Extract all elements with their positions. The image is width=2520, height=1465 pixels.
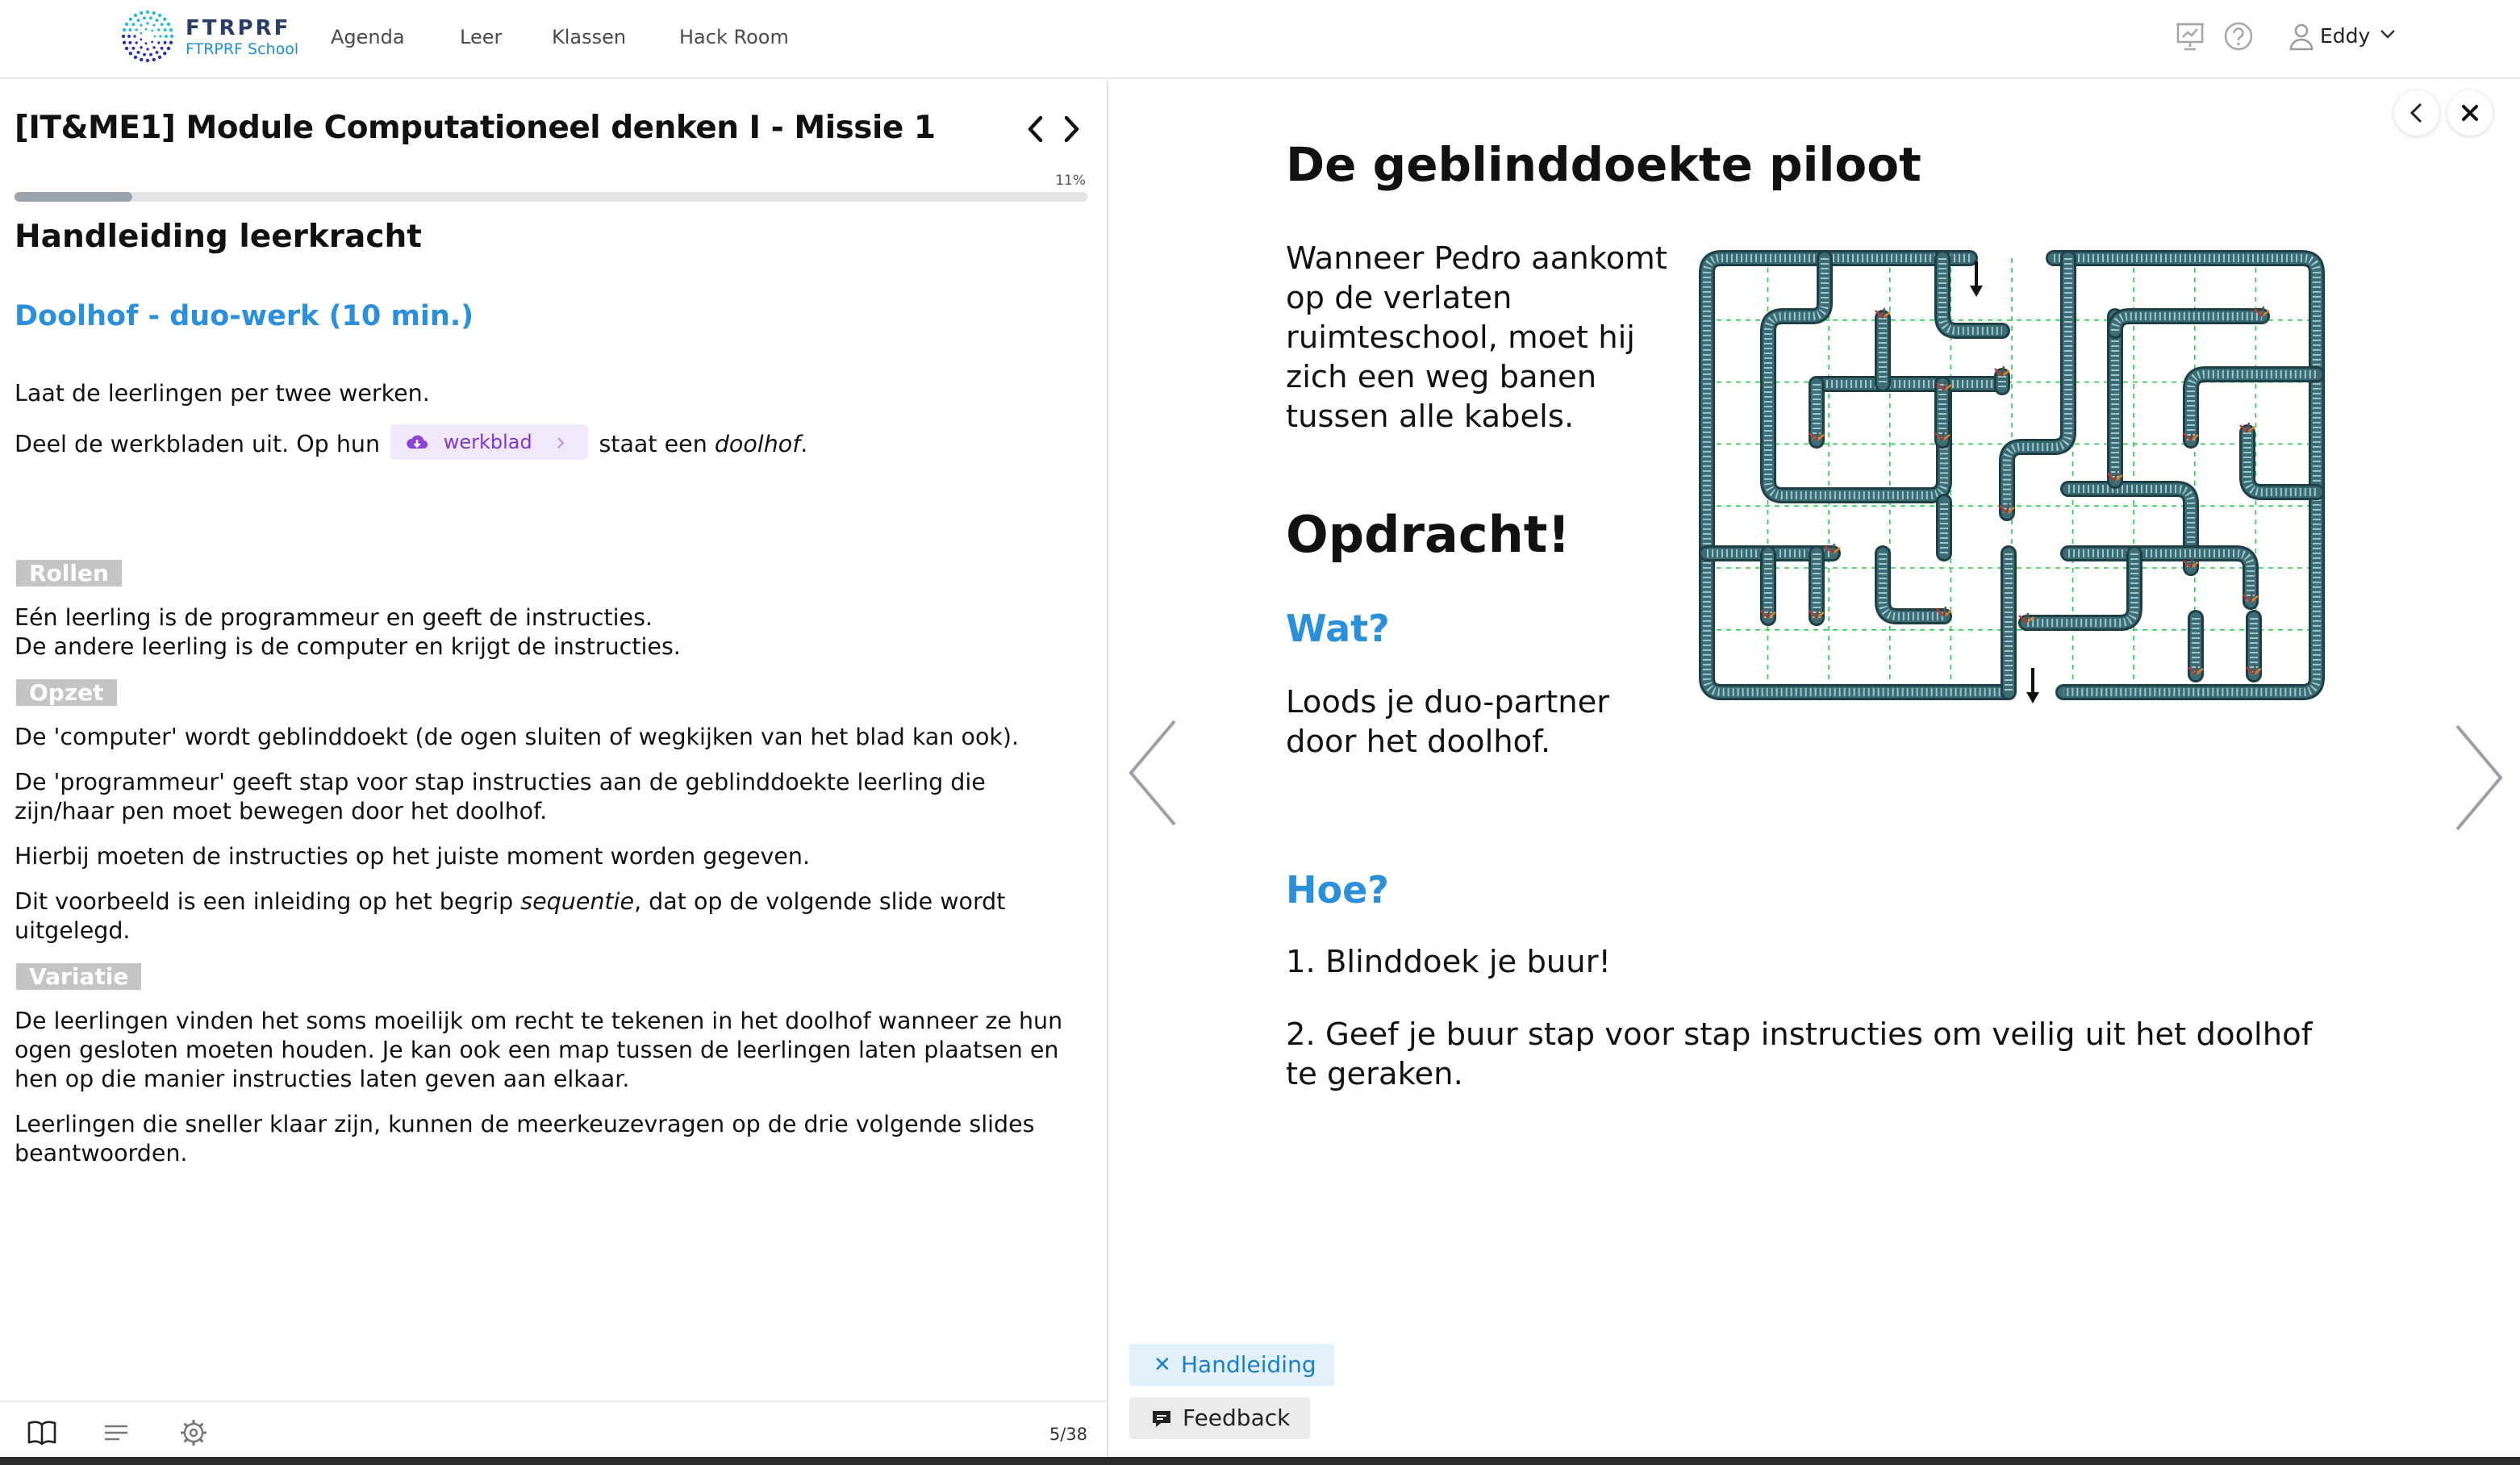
- handleiding-label: Handleiding: [1181, 1351, 1316, 1378]
- user-name[interactable]: Eddy: [2320, 24, 2371, 48]
- next-icon[interactable]: [1055, 113, 1084, 145]
- close-icon: [2447, 90, 2493, 136]
- activity-heading: Doolhof - duo-werk (10 min.): [15, 300, 474, 332]
- slide-heading-hoe: Hoe?: [1286, 868, 1389, 912]
- paragraph: De andere leerling is de computer en krijgt de instructies.: [15, 633, 681, 660]
- paragraph: Leerlingen die sneller klaar zijn, kunnen de meerkeuzevragen op de drie volgende slides beantwoorden.: [15, 1111, 1035, 1167]
- section-tag-rollen: Rollen: [16, 560, 122, 586]
- nav-agenda[interactable]: Agenda: [331, 26, 405, 48]
- paragraph-text: staat een: [599, 431, 707, 457]
- window-bottom-edge: [0, 1457, 2520, 1465]
- guide-heading: Handleiding leerkracht: [15, 219, 422, 255]
- cloud-download-icon: [405, 432, 429, 453]
- list-icon[interactable]: [100, 1417, 132, 1449]
- nav-klassen[interactable]: Klassen: [552, 26, 627, 48]
- section-tag-variatie: Variatie: [16, 963, 141, 990]
- paragraph: Eén leerling is de programmeur en geeft de instructies.: [15, 604, 653, 631]
- brand[interactable]: [186, 16, 298, 58]
- chevron-right-icon: [553, 435, 569, 451]
- paragraph: De leerlingen vinden het soms moeilijk om recht te tekenen in het doolhof wanneer ze hun ogen gesloten moeten houden. Je kan ook een map tussen de leerlingen laten plaatsen en hen op die manier instructies laten geven aan elkaar.: [15, 1008, 1063, 1092]
- nav-leer[interactable]: Leer: [460, 26, 503, 48]
- teacher-guide-panel: [0, 81, 1108, 1465]
- module-title: [IT&ME1] Module Computationeel denken I - Missie 1: [15, 110, 936, 146]
- chevron-left-icon: [2394, 90, 2439, 136]
- progress-fill: [15, 192, 132, 202]
- feedback-button[interactable]: [1129, 1397, 1310, 1439]
- paragraph: De 'programmeur' geeft stap voor stap instructies aan de geblinddoekte leerling die zijn/haar pen moet bewegen door het doolhof.: [15, 769, 986, 824]
- presentation-icon[interactable]: [2175, 21, 2205, 52]
- collapse-panel-button[interactable]: [2394, 90, 2439, 136]
- previous-icon[interactable]: [1024, 113, 1052, 145]
- italic-term-sequentie: sequentie: [520, 888, 635, 915]
- slide-counter: 5/38: [1049, 1425, 1087, 1444]
- paragraph: Laat de leerlingen per twee werken.: [15, 380, 430, 407]
- brand-subtitle: FTRPRF School: [186, 40, 299, 58]
- help-icon[interactable]: [2223, 21, 2254, 52]
- user-icon[interactable]: [2286, 21, 2317, 52]
- paragraph-werkblad: Deel de werkbladen uit. Op hun werkblad staat een doolhof.: [15, 428, 1087, 463]
- section-tag-opzet: Opzet: [16, 679, 117, 706]
- cable-maze-illustration: [1696, 247, 2328, 703]
- slide-heading-wat: Wat?: [1286, 607, 1390, 650]
- progress-bar: [15, 192, 1087, 202]
- book-icon[interactable]: [26, 1417, 58, 1449]
- slide-intro: Wanneer Pedro aankomt op de verlaten ruimteschool, moet hij zich een weg banen tussen alle kabels.: [1286, 240, 1667, 435]
- slide-wat-text: Loods je duo-partner door het doolhof.: [1286, 684, 1610, 760]
- italic-term-doolhof: doolhof: [714, 431, 801, 457]
- toggle-handleiding-button[interactable]: [1129, 1344, 1334, 1386]
- paragraph-text: Dit voorbeeld is een inleiding op het begrip: [15, 888, 514, 915]
- paragraph-text: Deel de werkbladen uit. Op hun: [15, 431, 381, 457]
- brand-name: FTRPRF: [186, 16, 291, 40]
- nav-hack-room[interactable]: Hack Room: [679, 26, 789, 48]
- progress-percentage: 11%: [1055, 173, 1086, 189]
- paragraph: Hierbij moeten de instructies op het juiste moment worden gegeven.: [15, 843, 811, 870]
- top-navigation: [0, 0, 2520, 79]
- worksheet-download-chip[interactable]: [390, 424, 588, 460]
- paragraph-sequentie: [15, 887, 1087, 945]
- slide-step-1: 1. Blinddoek je buur!: [1286, 944, 1611, 980]
- guide-bottom-tabs: [0, 1400, 1107, 1465]
- module-navigation: [1024, 113, 1084, 145]
- chat-bubble-icon: [1150, 1409, 1173, 1430]
- ftrprf-logo-icon[interactable]: [118, 6, 177, 66]
- chevron-down-icon[interactable]: [2376, 23, 2399, 45]
- next-slide-arrow-icon[interactable]: [2449, 721, 2507, 834]
- slide-step-2: 2. Geef je buur stap voor stap instructies om veilig uit het doolhof te geraken.: [1286, 1016, 2313, 1092]
- close-button[interactable]: [2447, 90, 2493, 136]
- slide-heading-opdracht: Opdracht!: [1286, 505, 1571, 564]
- gear-icon[interactable]: [177, 1417, 210, 1449]
- paragraph: De 'computer' wordt geblinddoekt (de ogen sluiten of wegkijken van het blad kan ook).: [15, 724, 1020, 750]
- close-icon: ✕: [1154, 1353, 1171, 1377]
- paragraph-text: , dat op de volgende slide wordt uitgelegd.: [15, 888, 1006, 944]
- slide-title: De geblinddoekte piloot: [1286, 137, 1921, 192]
- feedback-label: Feedback: [1183, 1404, 1291, 1431]
- worksheet-chip-label: werkblad: [443, 431, 532, 453]
- previous-slide-arrow-icon[interactable]: [1124, 716, 1183, 829]
